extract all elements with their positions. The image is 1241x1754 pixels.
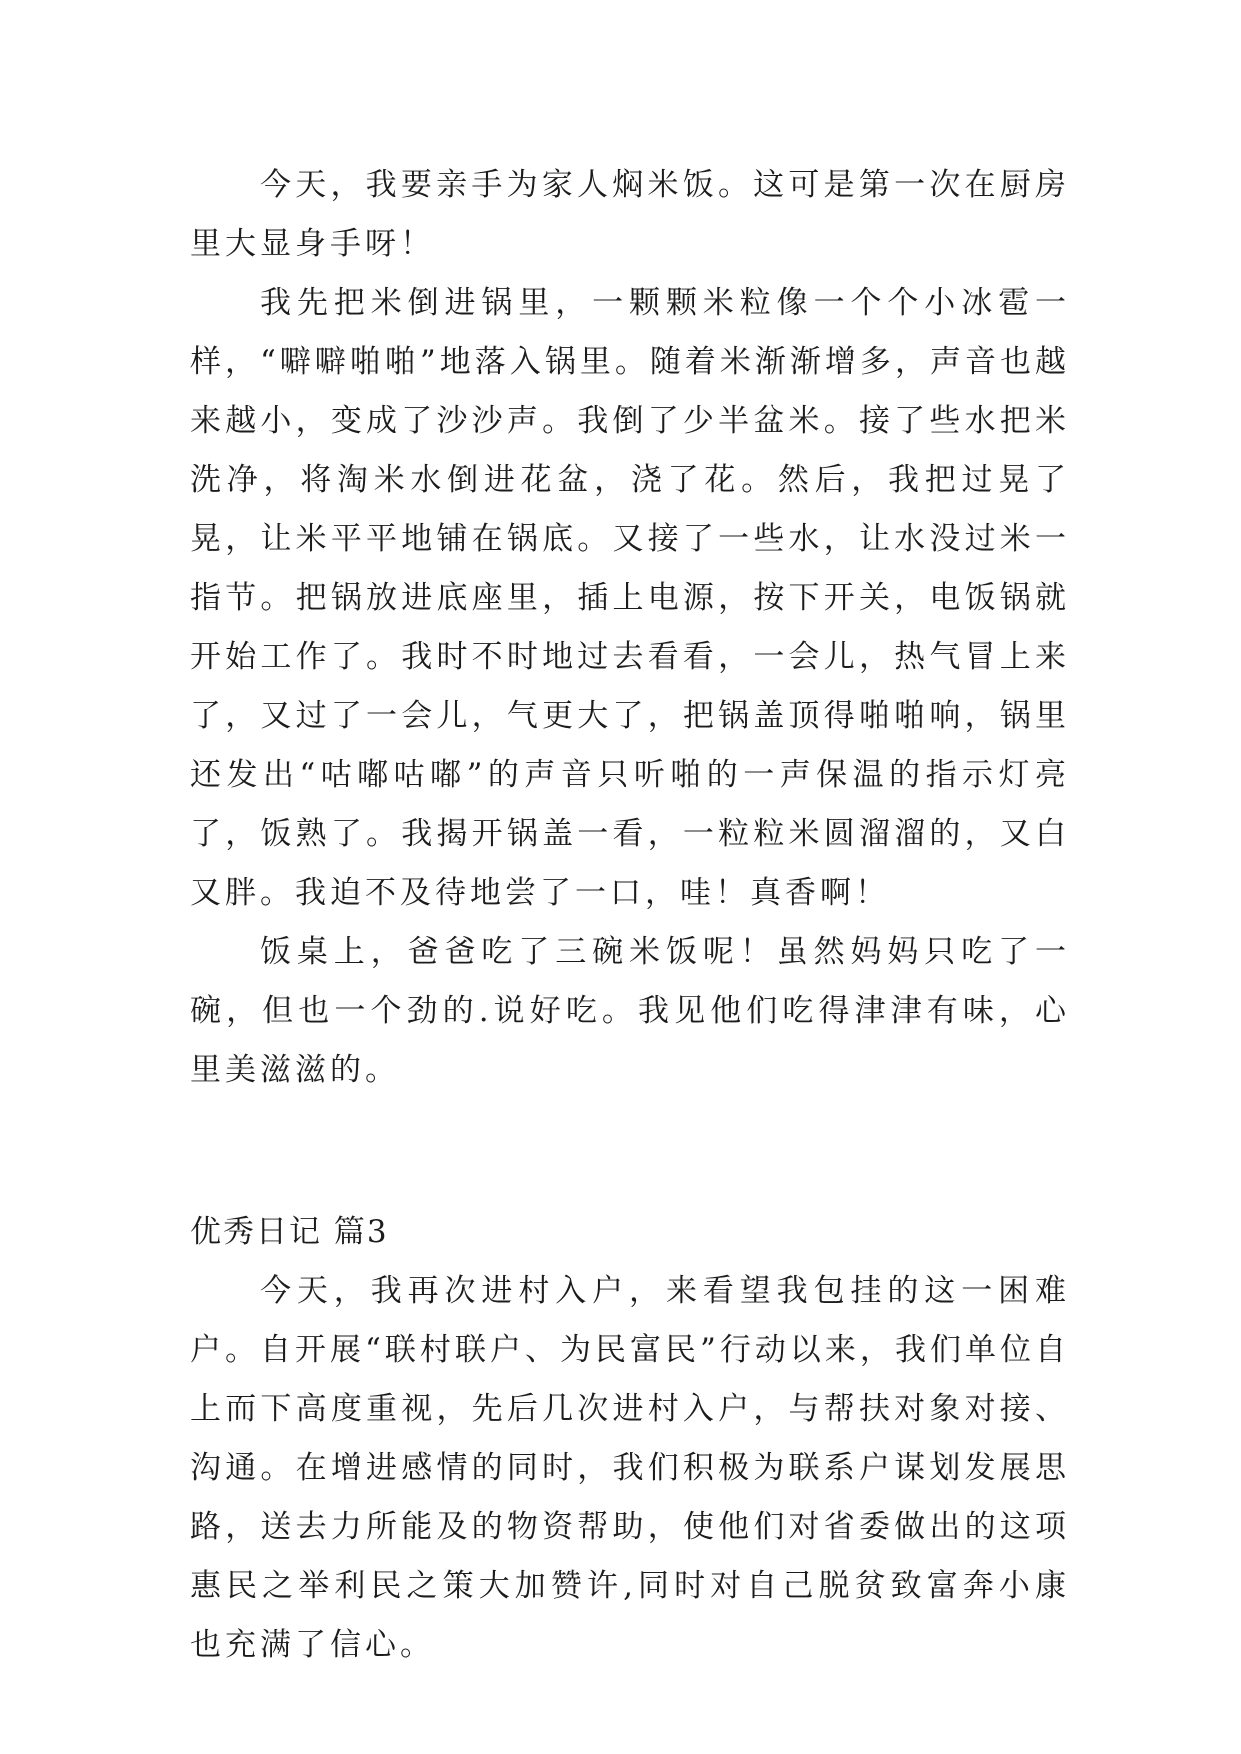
paragraph-cooking-process: 我先把米倒进锅里，一颗颗米粒像一个个小冰雹一样，“噼噼啪啪”地落入锅里。随着米渐渐增多，声音也越来越小，变成了沙沙声。我倒了少半盆米。接了些水把米洗净，将淘米水倒进花盆，浇了花。然后，我把过晃了晃，让米平平地铺在锅底。又接了一些水，让水没过米一指节。把锅放进底座里，插上电源，按下开关，电饭锅就开始工作了。我时不时地过去看看，一会儿，热气冒上来了，又过了一会儿，气更大了，把锅盖顶得啪啪响，锅里还发出“咕嘟咕嘟”的声音只听啪的一声保温的指示灯亮了，饭熟了。我揭开锅盖一看，一粒粒米圆溜溜的，又白又胖。我迫不及待地尝了一口，哇！真香啊！ (190, 285, 1070, 911)
paragraph-cooking-intro: 今天，我要亲手为家人焖米饭。这可是第一次在厨房里大显身手呀！ (190, 167, 1070, 262)
document-body (190, 156, 1070, 1675)
paragraph-village-visit: 今天，我再次进村入户，来看望我包挂的这一困难户。自开展“联村联户、为民富民”行动以来，我们单位自上而下高度重视，先后几次进村入户，与帮扶对象对接、沟通。在增进感情的同时，我们积极为联系户谋划发展思路，送去力所能及的物资帮助，使他们对省委做出的这项惠民之举利民之策大加赞许,同时对自己脱贫致富奔小康也充满了信心。 (190, 1273, 1070, 1663)
paragraph-dinner-table: 饭桌上，爸爸吃了三碗米饭呢！虽然妈妈只吃了一碗，但也一个劲的.说好吃。我见他们吃得津津有味，心里美滋滋的。 (190, 934, 1070, 1088)
section-heading: 优秀日记 篇3 (190, 1214, 389, 1250)
